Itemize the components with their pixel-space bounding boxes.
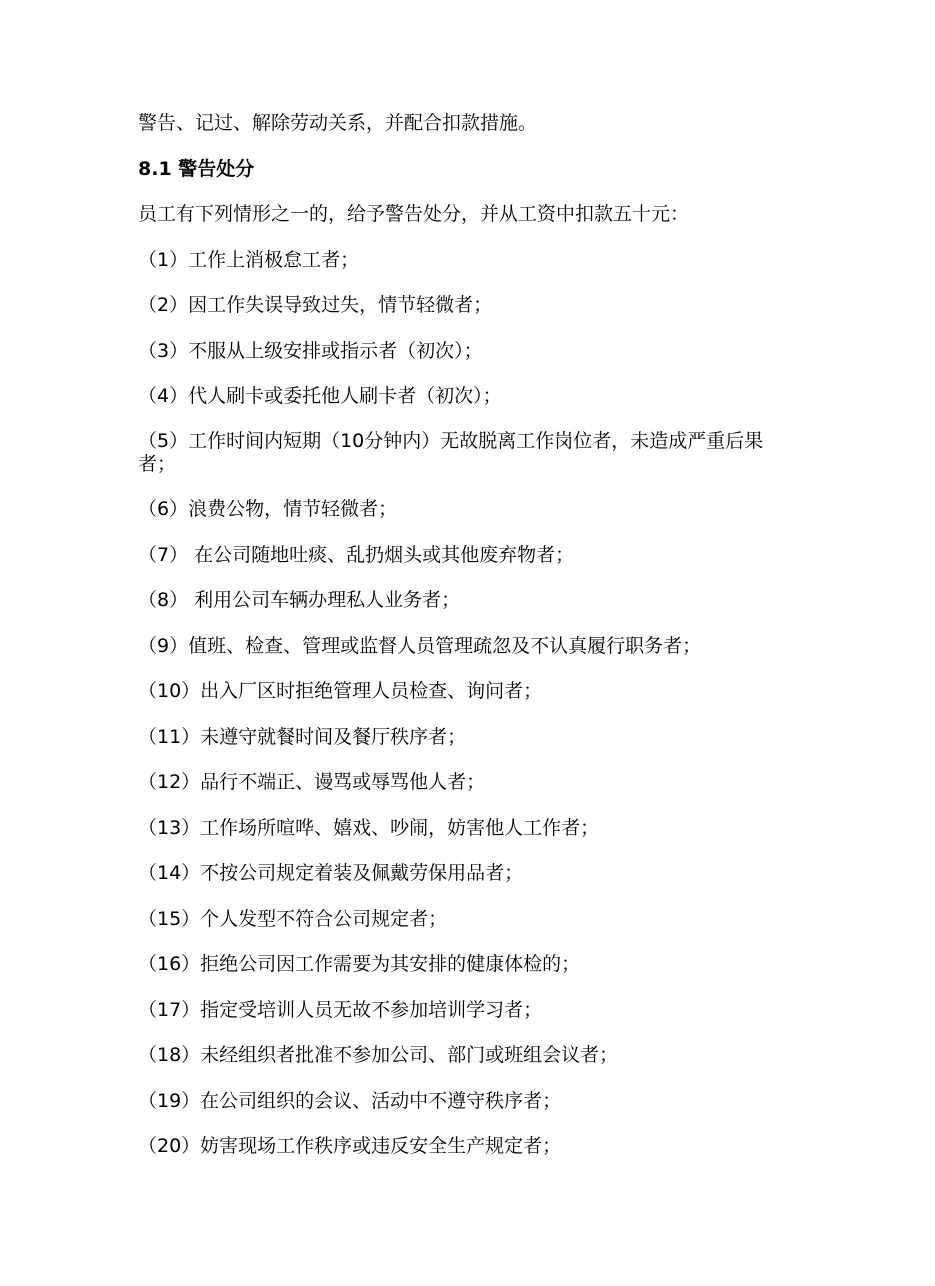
list-item: （11）未遵守就餐时间及餐厅秩序者； xyxy=(138,725,467,748)
list-item: （2）因工作失误导致过失，情节轻微者； xyxy=(138,294,493,316)
list-item: （14）不按公司规定着装及佩戴劳保用品者； xyxy=(138,862,524,884)
section-heading: 8.1 警告处分 xyxy=(138,157,255,180)
list-item: （7） 在公司随地吐痰、乱扔烟头或其他废弃物者； xyxy=(138,543,575,566)
intro-paragraph: 警告、记过、解除劳动关系，并配合扣款措施。 xyxy=(138,112,538,134)
document-body xyxy=(138,111,818,1180)
list-item: （17）指定受培训人员无故不参加培训学习者； xyxy=(138,998,543,1021)
list-item: （10）出入厂区时拒绝管理人员检查、询问者； xyxy=(138,680,543,702)
list-item: （3）不服从上级安排或指示者（初次）； xyxy=(138,339,483,362)
list-item: （5）工作时间内短期（10分钟内）无故脱离工作岗位者，未造成严重后果者； xyxy=(138,429,764,475)
list-item: （13）工作场所喧哗、嬉戏、吵闹，妨害他人工作者； xyxy=(138,816,600,839)
list-item: （16）拒绝公司因工作需要为其安排的健康体检的； xyxy=(138,953,581,975)
list-item: （1）工作上消极怠工者； xyxy=(138,248,360,271)
list-item: （19）在公司组织的会议、活动中不遵守秩序者； xyxy=(138,1089,562,1112)
list-item: （6）浪费公物，情节轻微者； xyxy=(138,498,398,520)
list-item: （20）妨害现场工作秩序或违反安全生产规定者； xyxy=(138,1135,562,1157)
list-item: （4）代人刷卡或委托他人刷卡者（初次）； xyxy=(138,385,502,407)
list-item: （18）未经组织者批准不参加公司、部门或班组会议者； xyxy=(138,1044,619,1066)
list-item: （12）品行不端正、谩骂或辱骂他人者； xyxy=(138,771,486,793)
list-item: （8） 利用公司车辆办理私人业务者； xyxy=(138,589,461,611)
list-item: （9）值班、检查、管理或监督人员管理疏忽及不认真履行职务者； xyxy=(138,634,702,657)
list-item: （15）个人发型不符合公司规定者； xyxy=(138,907,448,930)
section-intro-paragraph: 员工有下列情形之一的，给予警告处分，并从工资中扣款五十元： xyxy=(138,203,690,225)
